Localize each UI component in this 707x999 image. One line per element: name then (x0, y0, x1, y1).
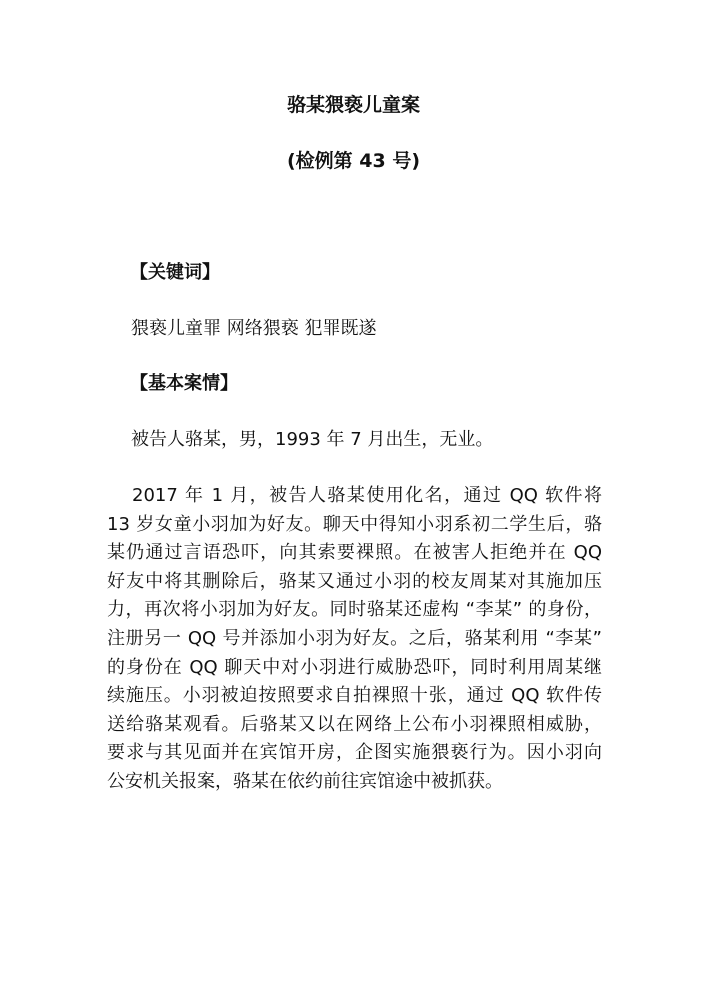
paragraph-line: 好友中将其删除后，骆某又通过小羽的校友周某对其施加压 (107, 570, 602, 592)
document-title: 骆某猥亵儿童案 (286, 94, 420, 116)
paragraph-line: 的身份在 QQ 聊天中对小羽进行威胁恐吓，同时利用周某继 (107, 656, 602, 678)
paragraph-line: 某仍通过言语恐吓，向其索要裸照。在被害人拒绝并在 QQ (107, 542, 602, 564)
basic-facts-heading: 【基本案情】 (130, 373, 238, 394)
paragraph-line: 要求与其见面并在宾馆开房，企图实施猥亵行为。因小羽向 (107, 742, 602, 764)
case-number: (检例第 43 号) (286, 150, 421, 172)
paragraph-line: 2017 年 1 月，被告人骆某使用化名，通过 QQ 软件将 (132, 485, 602, 506)
paragraph-line: 续施压。小羽被迫按照要求自拍裸照十张，通过 QQ 软件传 (107, 685, 602, 707)
paragraph-line: 13 岁女童小羽加为好友。聊天中得知小羽系初二学生后，骆 (107, 513, 602, 535)
keywords-heading: 【关键词】 (130, 262, 220, 283)
paragraph-line: 注册另一 QQ 号并添加小羽为好友。之后，骆某利用 “李某” (107, 627, 602, 649)
facts-paragraph (107, 484, 602, 799)
paragraph-line: 力，再次将小羽加为好友。同时骆某还虚构 “李某” 的身份， (107, 599, 602, 621)
paragraph-line: 公安机关报案，骆某在依约前往宾馆途中被抓获。 (107, 770, 503, 792)
paragraph-line: 送给骆某观看。后骆某又以在网络上公布小羽裸照相威胁， (107, 713, 602, 735)
defendant-info: 被告人骆某，男，1993 年 7 月出生，无业。 (131, 429, 494, 450)
keywords-text: 猥亵儿童罪 网络猥亵 犯罪既遂 (131, 318, 377, 339)
